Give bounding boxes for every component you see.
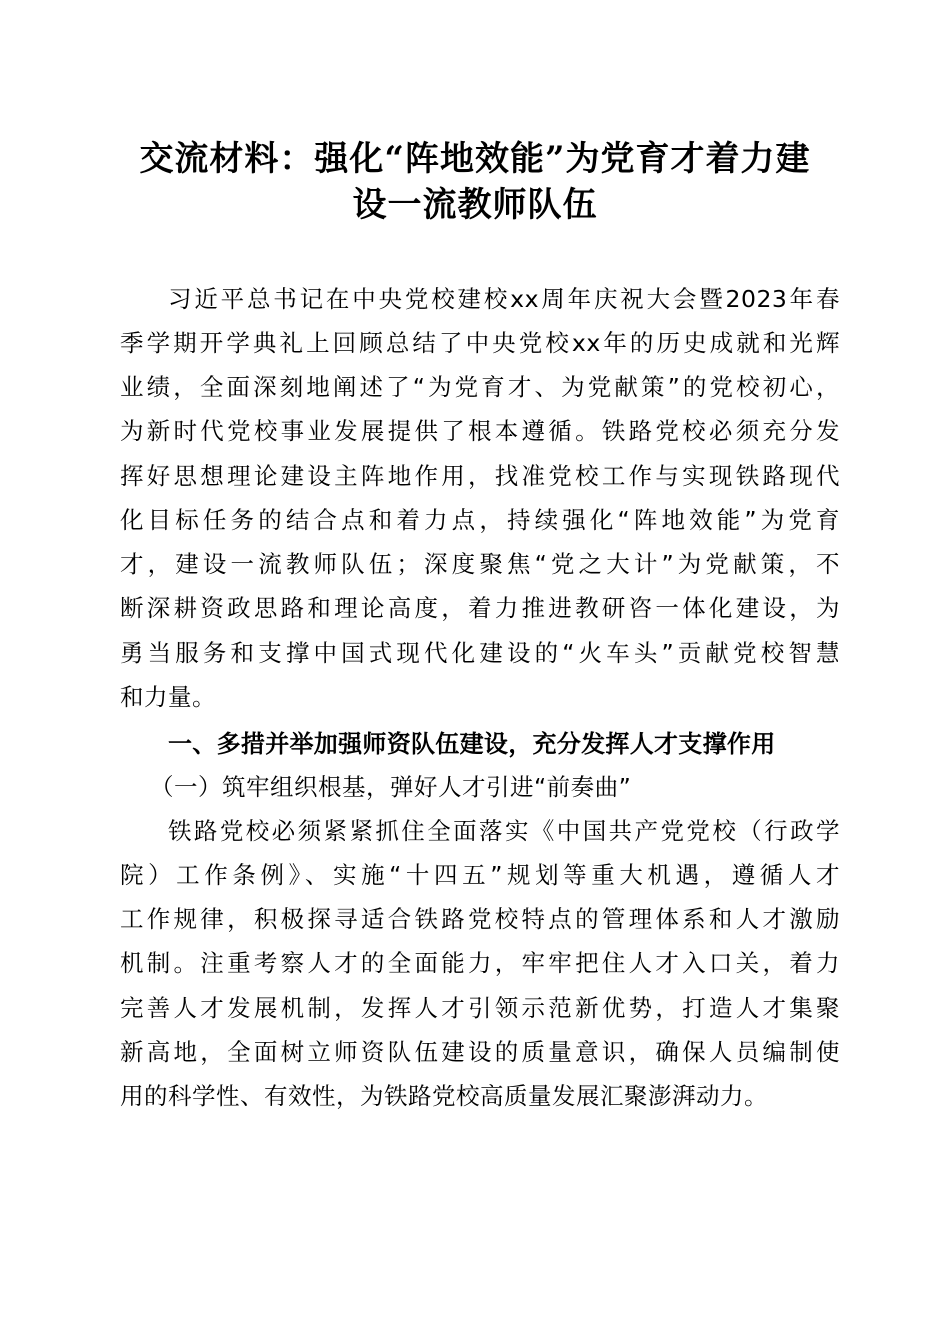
paragraph-line: 业绩，全面深刻地阐述了“为党育才、为党献策”的党校初心， bbox=[120, 373, 840, 401]
paragraph-line: 工作规律，积极探寻适合铁路党校特点的管理体系和人才激励 bbox=[120, 905, 840, 933]
paragraph-line: 季学期开学典礼上回顾总结了中央党校xx年的历史成就和光辉 bbox=[120, 329, 840, 357]
paragraph-line: 铁路党校必须紧紧抓住全面落实《中国共产党党校（行政学 bbox=[168, 817, 840, 845]
paragraph-line: 和力量。 bbox=[120, 683, 216, 711]
document-title-line-1: 交流材料：强化“阵地效能”为党育才着力建 bbox=[139, 139, 811, 179]
paragraph-line: 习近平总书记在中央党校建校xx周年庆祝大会暨2023年春 bbox=[168, 285, 840, 313]
paragraph-line: 化目标任务的结合点和着力点，持续强化“阵地效能”为党育 bbox=[120, 506, 840, 534]
paragraph-line: 用的科学性、有效性，为铁路党校高质量发展汇聚澎湃动力。 bbox=[120, 1082, 768, 1110]
paragraph-line: 完善人才发展机制，发挥人才引领示范新优势，打造人才集聚 bbox=[120, 994, 840, 1022]
paragraph-line: 为新时代党校事业发展提供了根本遵循。铁路党校必须充分发 bbox=[120, 417, 840, 445]
paragraph-line: 才，建设一流教师队伍；深度聚焦“党之大计”为党献策，不 bbox=[120, 550, 840, 578]
subsection-heading: （一）筑牢组织根基，弹好人才引进“前奏曲” bbox=[150, 773, 632, 801]
section-heading: 一、多措并举加强师资队伍建设，充分发挥人才支撑作用 bbox=[168, 730, 776, 758]
paragraph-line: 新高地，全面树立师资队伍建设的质量意识，确保人员编制使 bbox=[120, 1038, 840, 1066]
document-title-line-2: 设一流教师队伍 bbox=[352, 185, 598, 225]
paragraph-line: 挥好思想理论建设主阵地作用，找准党校工作与实现铁路现代 bbox=[120, 462, 840, 490]
paragraph-line: 勇当服务和支撑中国式现代化建设的“火车头”贡献党校智慧 bbox=[120, 639, 840, 667]
paragraph-line: 院）工作条例》、实施“十四五”规划等重大机遇，遵循人才 bbox=[120, 861, 840, 889]
paragraph-line: 机制。注重考察人才的全面能力，牢牢把住人才入口关，着力 bbox=[120, 949, 840, 977]
paragraph-line: 断深耕资政思路和理论高度，着力推进教研咨一体化建设，为 bbox=[120, 594, 840, 622]
